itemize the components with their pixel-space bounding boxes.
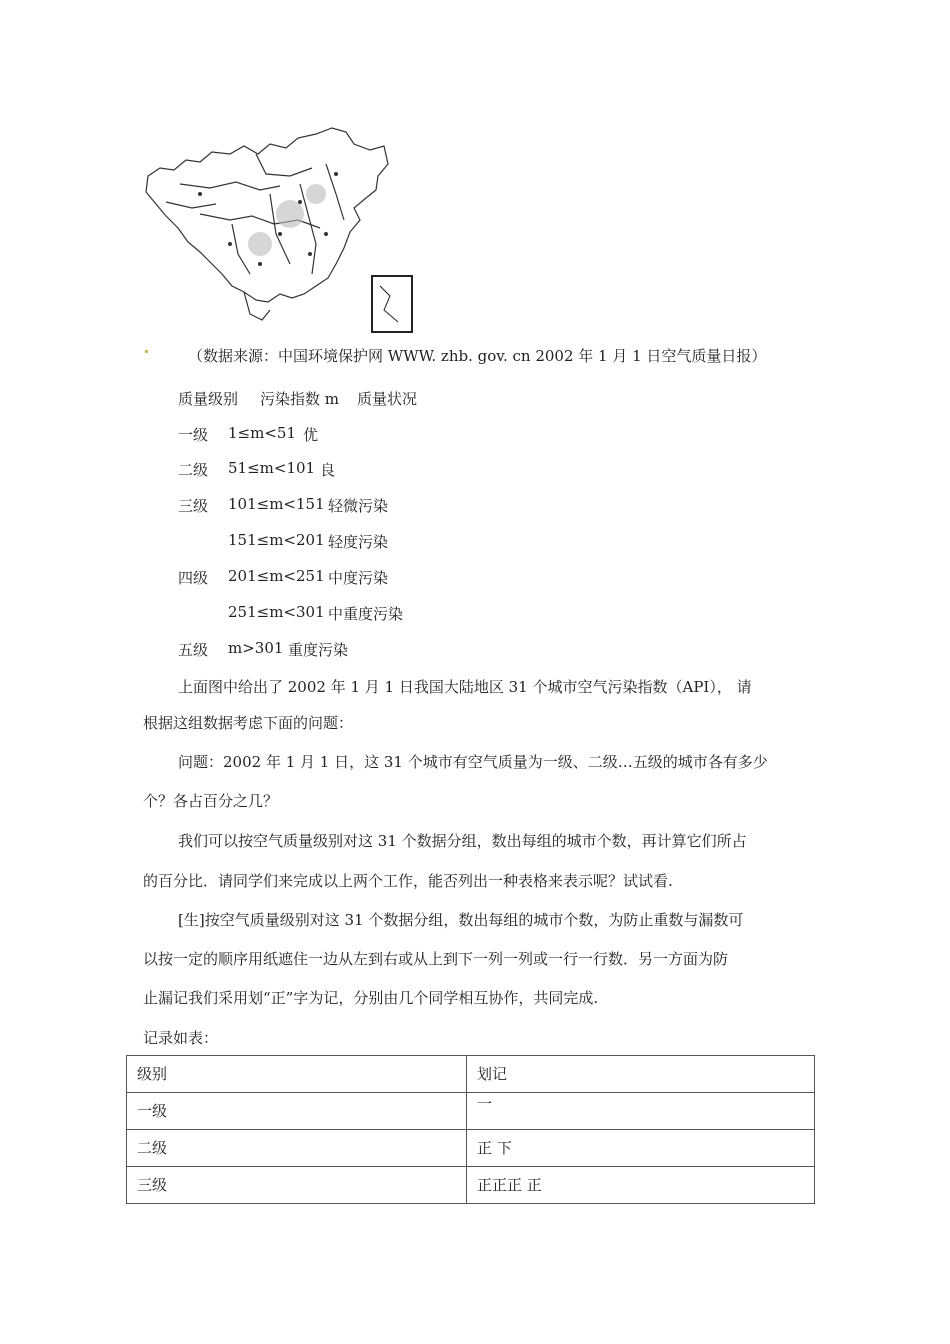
grade-row-level: 三级 [178, 497, 209, 515]
grade-row-level: 五级 [178, 641, 209, 659]
grade-row-status: 重度污染 [288, 641, 349, 659]
table-cell-level: 三级 [127, 1167, 467, 1204]
grade-row-status: 良 [320, 461, 336, 479]
grade-row-level: 四级 [178, 569, 209, 587]
paragraph-line: 以按一定的顺序用纸遮住一边从左到右或从上到下一列一列或一行一行数．另一方面为防 [143, 950, 729, 968]
record-label: 记录如表： [143, 1029, 219, 1047]
grade-row-status: 中度污染 [328, 569, 389, 587]
table-cell-tally [467, 1167, 815, 1204]
bullet-mark [145, 350, 148, 353]
map-outline [146, 128, 388, 302]
grade-row-range: 101≤m<151 [228, 495, 325, 513]
table-header-cell: 划记 [467, 1056, 815, 1093]
paragraph-line: 的百分比．请同学们来完成以上两个工作，能否列出一种表格来表示呢？试试看. [143, 872, 673, 890]
table-header-cell: 级别 [127, 1056, 467, 1093]
grade-header-level: 质量级别 [178, 390, 239, 408]
grade-row-range: 201≤m<251 [228, 567, 325, 585]
table-row [127, 1093, 815, 1130]
grade-row-level: 一级 [178, 426, 209, 444]
grade-row-range: m>301 [228, 639, 284, 657]
table-row [127, 1167, 815, 1204]
grade-row-range: 151≤m<201 [228, 531, 325, 549]
china-map-image [140, 124, 420, 336]
grade-row-status: 轻度污染 [328, 533, 389, 551]
paragraph-line: 问题：2002 年 1 月 1 日，这 31 个城市有空气质量为一级、二级…五级的城市各有多少 [178, 753, 768, 771]
grade-row-status: 优 [303, 426, 319, 444]
table-row [127, 1130, 815, 1167]
paragraph-line: 止漏记我们采用划“正”字为记，分别由几个同学相互协作，共同完成. [143, 989, 599, 1007]
table-cell-tally [467, 1130, 815, 1167]
table-cell-level: 一级 [127, 1093, 467, 1130]
table-cell-tally [467, 1093, 815, 1130]
grade-header-index: 污染指数 m [260, 390, 339, 408]
grade-row-range: 251≤m<301 [228, 603, 325, 621]
paragraph-line: 我们可以按空气质量级别对这 31 个数据分组，数出每组的城市个数，再计算它们所占 [178, 832, 747, 850]
table-row [127, 1056, 815, 1093]
grade-row-level: 二级 [178, 461, 209, 479]
tally-marks: 正 下 [477, 1139, 512, 1157]
paragraph-line: 根据这组数据考虑下面的问题： [143, 714, 354, 732]
record-table [126, 1055, 815, 1204]
grade-header-status: 质量状况 [357, 390, 418, 408]
paragraph-line: [生]按空气质量级别对这 31 个数据分组，数出每组的城市个数，为防止重数与漏数可 [178, 911, 744, 929]
tally-marks: 正正正 正 [477, 1176, 542, 1194]
grade-row-range: 51≤m<101 [228, 459, 316, 477]
south-sea-inset [372, 276, 412, 332]
paragraph-line: 上面图中给出了 2002 年 1 月 1 日我国大陆地区 31 个城市空气污染指数（API）， 请 [178, 678, 752, 696]
grade-row-range: 1≤m<51 [228, 424, 296, 442]
tally-marks: 一 [477, 1095, 493, 1113]
grade-row-status: 轻微污染 [328, 497, 389, 515]
paragraph-line: 个？各占百分之几？ [143, 792, 279, 810]
table-cell-level: 二级 [127, 1130, 467, 1167]
source-note: （数据来源：中国环境保护网 WWW. zhb. gov. cn 2002 年 1 月 1 日空气质量日报） [188, 347, 767, 365]
grade-row-status: 中重度污染 [328, 605, 404, 623]
